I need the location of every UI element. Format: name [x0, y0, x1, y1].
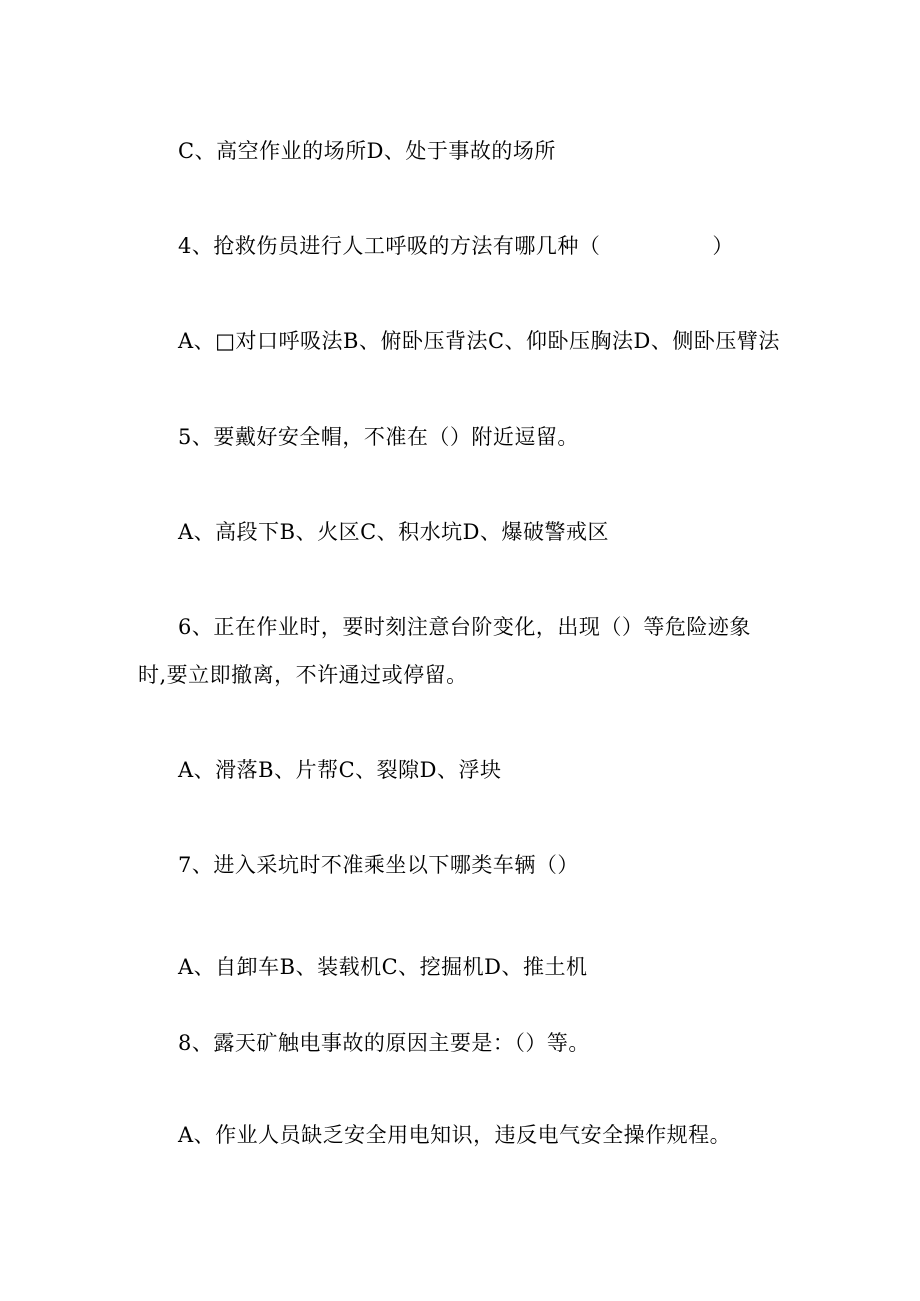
text-line: A、□对口呼吸法B、俯卧压背法C、仰卧压胸法D、侧卧压臂法 [178, 329, 780, 353]
answer-options-q4 [178, 326, 780, 356]
text-line: 8、露天矿触电事故的原因主要是：（）等。 [178, 1031, 590, 1055]
question-8 [178, 1028, 590, 1058]
text-line: 5、要戴好安全帽，不准在（）附近逗留。 [178, 425, 579, 449]
question-6-line-1 [178, 612, 751, 642]
text-line: 6、正在作业时，要时刻注意台阶变化，出现（）等危险迹象 [178, 615, 751, 639]
question-6-line-2 [138, 660, 468, 690]
text-line: C、高空作业的场所D、处于事故的场所 [178, 139, 556, 163]
text-line: A、自卸车B、装载机C、挖掘机D、推土机 [178, 955, 588, 979]
answer-options-q6 [178, 755, 502, 785]
answer-options-q7 [178, 952, 588, 982]
question-4 [178, 231, 734, 261]
answer-option-q8-a [178, 1120, 731, 1150]
text-line: 时,要立即撤离，不许通过或停留。 [138, 663, 468, 687]
text-line: 7、进入采坑时不准乘坐以下哪类车辆（） [178, 853, 579, 877]
text-line: A、高段下B、火区C、积水坑D、爆破警戒区 [178, 520, 610, 544]
text-line: A、滑落B、片帮C、裂隙D、浮块 [178, 758, 502, 782]
question-5 [178, 422, 579, 452]
closing-paren: ） [712, 234, 734, 258]
answer-options-q5 [178, 517, 609, 547]
question-text: 4、抢救伤员进行人工呼吸的方法有哪几种（ [178, 234, 601, 258]
answer-options-q3-cd [178, 136, 556, 166]
question-7 [178, 850, 579, 880]
text-line: A、作业人员缺乏安全用电知识，违反电气安全操作规程。 [178, 1123, 732, 1147]
